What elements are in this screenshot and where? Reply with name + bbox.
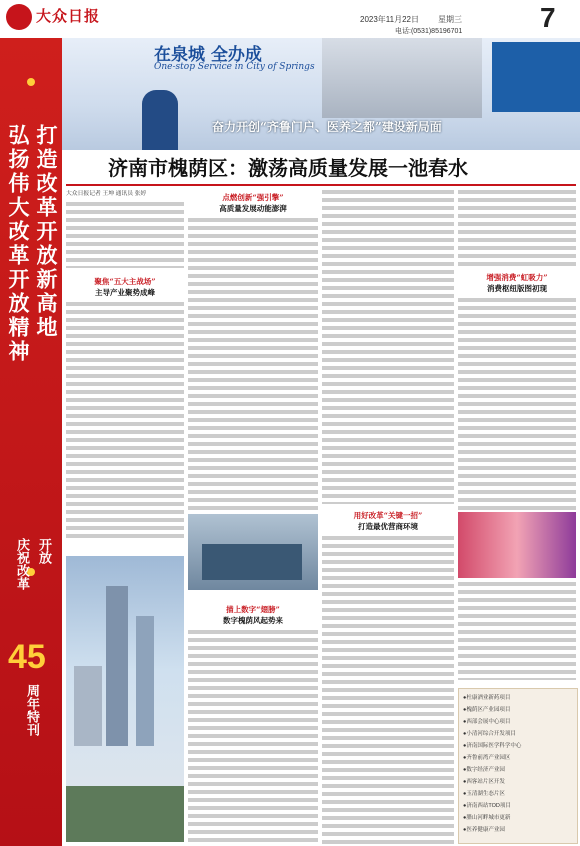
section-subhead: 点燃创新“强引擎” [222,193,284,202]
display-screen [492,42,580,112]
dot-icon [27,78,35,86]
column-4 [458,190,576,512]
body-text-block [188,630,318,846]
list-item: ●医养健康产业园 [463,827,505,833]
list-item: ●数字经济产业园 [463,767,505,773]
main-headline: 济南市槐荫区：激荡高质量发展一池春水 [108,156,468,180]
tower-shape [106,586,128,746]
hero-sign-subtitle: One-stop Service in City of Springs [154,62,315,72]
city-skyline-photo [66,556,184,842]
column-2 [188,190,318,518]
section-subhead: 数字槐荫风起势来 [223,616,283,625]
issue-weekday: 星期三 [438,15,462,24]
body-text-block [458,582,576,680]
tower-shape [136,616,154,746]
list-item: ●西部会展中心项目 [463,719,511,725]
tower-shape [74,666,102,746]
section-subhead: 打造最优营商环境 [358,522,418,531]
newspaper-name: 大众日报 [36,7,101,25]
editor-line: 电话:(0531)85196701 [395,28,463,35]
staff-figure [142,90,178,150]
section-subhead: 增强消费“虹吸力” [486,273,548,282]
slogan-1: 弘扬伟大改革开放精神 [6,124,31,364]
issue-date: 2023年11月22日 [360,15,419,24]
ground-area [66,786,184,842]
exhibit-shape [202,544,302,580]
section-subhead: 高质量发展动能澎湃 [219,204,287,213]
exhibition-photo [188,514,318,590]
column-2-lower [188,604,318,846]
page-number: 7 [540,2,556,33]
special-label-1: 庆祝改革 [14,538,29,590]
list-item: ●槐荫区产业园项目 [463,707,511,713]
section-subhead: 描上数字“翅膀” [226,605,280,614]
body-text-block [458,298,576,512]
section-subhead: 用好改革“关键一招” [353,511,423,520]
slogan-2: 打造改革开放新高地 [34,124,59,340]
byline: 大众日报记者 王坤 通讯员 张婷 [66,191,147,197]
list-item: ●腊山河畔城市更新 [463,815,511,821]
section-subhead: 主导产业聚势成峰 [95,288,155,297]
list-item: ●西客站片区开发 [463,779,505,785]
hero-sign-title: 在泉城 全办成 [154,45,262,65]
section-subhead: 消费枢纽版图初现 [487,284,547,293]
project-list-box [458,688,578,844]
body-text-block [458,190,576,266]
special-label-2: 开放 [36,538,51,564]
list-item: ●济南国际医学科学中心 [463,743,522,749]
masthead [0,0,580,39]
column-4-lower [458,582,576,680]
shopping-photo [458,512,576,578]
body-text-block [66,302,184,538]
list-item: ●齐鲁前湾产业园区 [463,755,511,761]
hero-photo [62,38,580,150]
hero-caption: 奋力开创“齐鲁门户、医养之都”建设新局面 [212,120,442,134]
service-hall-building [322,38,482,118]
column-1 [66,190,184,538]
body-text-block [188,218,318,518]
list-item: ●玉清湖生态片区 [463,791,505,797]
list-item: ●济南西站TOD项目 [463,803,511,809]
section-subhead: 聚焦“五大主战场” [94,277,156,286]
column-3 [322,190,454,846]
list-item: ●杜康酒业新药项目 [463,695,511,701]
body-text-block [322,536,454,846]
newspaper-logo-icon [6,4,32,30]
anniversary-banner [0,38,62,846]
body-text-block [322,190,454,504]
body-text-block [66,202,184,268]
list-item: ●小清河综合开发项目 [463,731,516,737]
anniversary-number: 45 [8,638,46,676]
special-label-3: 周年特刊 [24,684,39,736]
